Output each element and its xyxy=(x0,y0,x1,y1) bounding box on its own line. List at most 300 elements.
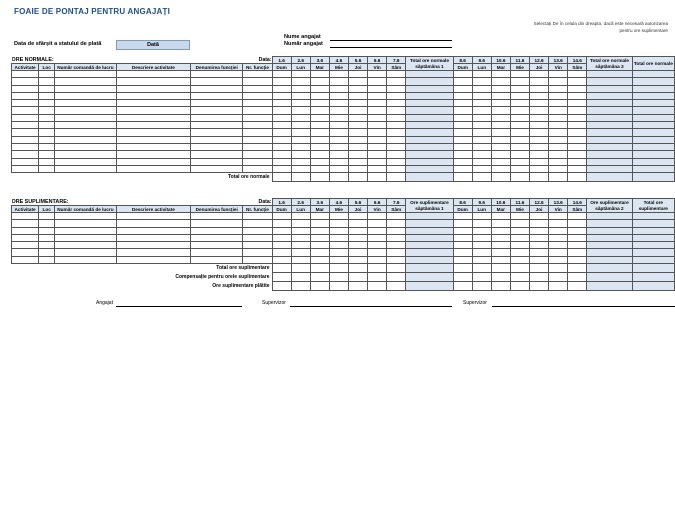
table-cell[interactable] xyxy=(55,213,116,220)
table-cell[interactable] xyxy=(587,107,632,114)
table-cell[interactable] xyxy=(510,242,529,249)
supervisor-signature-line[interactable] xyxy=(290,306,452,307)
table-cell[interactable] xyxy=(116,256,190,263)
table-cell[interactable] xyxy=(191,122,243,129)
table-cell[interactable] xyxy=(55,85,116,92)
table-cell[interactable] xyxy=(453,136,472,143)
table-cell[interactable] xyxy=(387,136,406,143)
table-cell[interactable] xyxy=(272,143,291,150)
table-cell[interactable] xyxy=(310,213,329,220)
table-cell[interactable] xyxy=(587,92,632,99)
table-cell[interactable] xyxy=(491,256,510,263)
table-cell[interactable] xyxy=(568,242,587,249)
table-cell[interactable] xyxy=(368,151,387,158)
table-cell[interactable] xyxy=(632,234,674,241)
table-cell[interactable] xyxy=(587,114,632,121)
table-cell[interactable] xyxy=(39,122,55,129)
table-cell[interactable] xyxy=(472,129,491,136)
table-cell[interactable] xyxy=(39,100,55,107)
table-cell[interactable] xyxy=(510,100,529,107)
table-cell[interactable] xyxy=(310,220,329,227)
table-cell[interactable] xyxy=(329,227,348,234)
table-cell[interactable] xyxy=(12,213,39,220)
table-cell[interactable] xyxy=(632,129,674,136)
table-cell[interactable] xyxy=(530,213,549,220)
table-cell[interactable] xyxy=(272,71,291,78)
table-cell[interactable] xyxy=(406,143,453,150)
table-cell[interactable] xyxy=(39,129,55,136)
summary-cell[interactable] xyxy=(329,273,348,282)
table-cell[interactable] xyxy=(406,165,453,172)
table-cell[interactable] xyxy=(453,100,472,107)
table-cell[interactable] xyxy=(291,242,310,249)
table-cell[interactable] xyxy=(39,242,55,249)
table-cell[interactable] xyxy=(587,71,632,78)
table-cell[interactable] xyxy=(291,136,310,143)
table-cell[interactable] xyxy=(116,136,190,143)
table-cell[interactable] xyxy=(549,234,568,241)
summary-cell[interactable] xyxy=(348,282,367,291)
table-cell[interactable] xyxy=(568,234,587,241)
table-cell[interactable] xyxy=(632,158,674,165)
table-cell[interactable] xyxy=(472,256,491,263)
table-cell[interactable] xyxy=(272,151,291,158)
table-cell[interactable] xyxy=(472,242,491,249)
table-cell[interactable] xyxy=(349,143,368,150)
table-cell[interactable] xyxy=(587,242,632,249)
table-cell[interactable] xyxy=(406,158,453,165)
table-cell[interactable] xyxy=(406,71,453,78)
table-cell[interactable] xyxy=(191,78,243,85)
table-cell[interactable] xyxy=(329,242,348,249)
total-cell[interactable] xyxy=(368,173,387,182)
table-cell[interactable] xyxy=(349,158,368,165)
table-cell[interactable] xyxy=(491,114,510,121)
table-cell[interactable] xyxy=(510,129,529,136)
table-cell[interactable] xyxy=(406,122,453,129)
summary-cell[interactable] xyxy=(348,273,367,282)
table-cell[interactable] xyxy=(387,85,406,92)
summary-cell[interactable] xyxy=(453,273,472,282)
table-cell[interactable] xyxy=(406,107,453,114)
table-cell[interactable] xyxy=(406,242,453,249)
summary-cell[interactable] xyxy=(530,282,549,291)
table-cell[interactable] xyxy=(587,249,632,256)
table-cell[interactable] xyxy=(329,249,348,256)
table-cell[interactable] xyxy=(116,227,190,234)
table-cell[interactable] xyxy=(549,256,568,263)
table-cell[interactable] xyxy=(510,227,529,234)
table-cell[interactable] xyxy=(587,136,632,143)
table-cell[interactable] xyxy=(116,71,190,78)
summary-cell[interactable] xyxy=(587,264,632,273)
table-cell[interactable] xyxy=(632,92,674,99)
summary-cell[interactable] xyxy=(329,282,348,291)
table-cell[interactable] xyxy=(348,256,367,263)
table-cell[interactable] xyxy=(243,100,272,107)
table-cell[interactable] xyxy=(191,227,243,234)
table-cell[interactable] xyxy=(291,114,310,121)
table-cell[interactable] xyxy=(329,71,348,78)
table-cell[interactable] xyxy=(568,114,587,121)
table-cell[interactable] xyxy=(510,143,529,150)
table-cell[interactable] xyxy=(472,234,491,241)
table-cell[interactable] xyxy=(587,165,632,172)
table-cell[interactable] xyxy=(453,227,472,234)
summary-cell[interactable] xyxy=(491,282,510,291)
table-cell[interactable] xyxy=(568,107,587,114)
table-cell[interactable] xyxy=(191,114,243,121)
summary-cell[interactable] xyxy=(272,273,291,282)
table-cell[interactable] xyxy=(349,92,368,99)
table-cell[interactable] xyxy=(530,143,549,150)
table-cell[interactable] xyxy=(291,78,310,85)
summary-cell[interactable] xyxy=(587,273,632,282)
total-cell[interactable] xyxy=(349,173,368,182)
table-cell[interactable] xyxy=(55,220,116,227)
table-cell[interactable] xyxy=(568,151,587,158)
table-cell[interactable] xyxy=(387,92,406,99)
table-cell[interactable] xyxy=(349,107,368,114)
table-cell[interactable] xyxy=(632,165,674,172)
total-cell[interactable] xyxy=(272,173,291,182)
table-cell[interactable] xyxy=(243,158,272,165)
employee-signature-line[interactable] xyxy=(116,306,242,307)
table-cell[interactable] xyxy=(472,151,491,158)
table-cell[interactable] xyxy=(568,136,587,143)
table-cell[interactable] xyxy=(272,129,291,136)
table-cell[interactable] xyxy=(291,151,310,158)
table-cell[interactable] xyxy=(587,100,632,107)
summary-cell[interactable] xyxy=(549,264,568,273)
table-cell[interactable] xyxy=(191,234,243,241)
table-cell[interactable] xyxy=(310,107,329,114)
table-cell[interactable] xyxy=(191,151,243,158)
table-cell[interactable] xyxy=(587,256,632,263)
table-cell[interactable] xyxy=(310,151,329,158)
table-cell[interactable] xyxy=(272,234,291,241)
table-cell[interactable] xyxy=(272,227,291,234)
summary-cell[interactable] xyxy=(549,273,568,282)
table-cell[interactable] xyxy=(12,136,39,143)
table-cell[interactable] xyxy=(349,136,368,143)
table-cell[interactable] xyxy=(491,227,510,234)
table-cell[interactable] xyxy=(549,85,568,92)
table-cell[interactable] xyxy=(329,78,348,85)
summary-cell[interactable] xyxy=(568,282,587,291)
table-cell[interactable] xyxy=(453,242,472,249)
table-cell[interactable] xyxy=(530,100,549,107)
table-cell[interactable] xyxy=(632,136,674,143)
table-cell[interactable] xyxy=(116,165,190,172)
summary-cell[interactable] xyxy=(453,282,472,291)
table-cell[interactable] xyxy=(568,143,587,150)
table-cell[interactable] xyxy=(568,71,587,78)
table-cell[interactable] xyxy=(368,143,387,150)
summary-cell[interactable] xyxy=(491,264,510,273)
table-cell[interactable] xyxy=(510,107,529,114)
table-cell[interactable] xyxy=(291,165,310,172)
table-cell[interactable] xyxy=(191,92,243,99)
table-cell[interactable] xyxy=(39,78,55,85)
table-cell[interactable] xyxy=(632,71,674,78)
table-cell[interactable] xyxy=(530,234,549,241)
table-cell[interactable] xyxy=(530,158,549,165)
table-cell[interactable] xyxy=(329,114,348,121)
table-cell[interactable] xyxy=(472,71,491,78)
table-cell[interactable] xyxy=(272,256,291,263)
table-cell[interactable] xyxy=(368,227,387,234)
table-cell[interactable] xyxy=(243,213,272,220)
summary-cell[interactable] xyxy=(291,273,310,282)
table-cell[interactable] xyxy=(349,71,368,78)
table-cell[interactable] xyxy=(472,114,491,121)
table-cell[interactable] xyxy=(348,242,367,249)
table-cell[interactable] xyxy=(55,158,116,165)
table-cell[interactable] xyxy=(12,220,39,227)
table-cell[interactable] xyxy=(453,107,472,114)
table-cell[interactable] xyxy=(12,107,39,114)
table-cell[interactable] xyxy=(510,234,529,241)
table-cell[interactable] xyxy=(568,85,587,92)
total-cell[interactable] xyxy=(453,173,472,182)
table-cell[interactable] xyxy=(310,242,329,249)
table-cell[interactable] xyxy=(116,85,190,92)
table-cell[interactable] xyxy=(387,165,406,172)
table-cell[interactable] xyxy=(12,114,39,121)
table-cell[interactable] xyxy=(387,71,406,78)
table-cell[interactable] xyxy=(368,136,387,143)
table-cell[interactable] xyxy=(191,249,243,256)
table-cell[interactable] xyxy=(272,165,291,172)
table-cell[interactable] xyxy=(530,85,549,92)
table-cell[interactable] xyxy=(310,227,329,234)
table-cell[interactable] xyxy=(310,256,329,263)
table-cell[interactable] xyxy=(310,122,329,129)
total-cell[interactable] xyxy=(568,173,587,182)
table-cell[interactable] xyxy=(191,256,243,263)
total-cell[interactable] xyxy=(387,173,406,182)
table-cell[interactable] xyxy=(587,85,632,92)
table-cell[interactable] xyxy=(632,220,674,227)
table-cell[interactable] xyxy=(191,100,243,107)
table-cell[interactable] xyxy=(191,107,243,114)
table-cell[interactable] xyxy=(472,122,491,129)
table-cell[interactable] xyxy=(12,92,39,99)
table-cell[interactable] xyxy=(530,92,549,99)
table-cell[interactable] xyxy=(453,129,472,136)
table-cell[interactable] xyxy=(243,136,272,143)
table-cell[interactable] xyxy=(310,114,329,121)
table-cell[interactable] xyxy=(491,122,510,129)
table-cell[interactable] xyxy=(310,249,329,256)
summary-cell[interactable] xyxy=(587,282,632,291)
table-cell[interactable] xyxy=(491,249,510,256)
table-cell[interactable] xyxy=(349,122,368,129)
table-cell[interactable] xyxy=(491,143,510,150)
table-cell[interactable] xyxy=(55,122,116,129)
table-cell[interactable] xyxy=(453,213,472,220)
table-cell[interactable] xyxy=(243,227,272,234)
table-cell[interactable] xyxy=(272,122,291,129)
table-cell[interactable] xyxy=(191,213,243,220)
table-cell[interactable] xyxy=(568,249,587,256)
table-cell[interactable] xyxy=(632,107,674,114)
summary-cell[interactable] xyxy=(568,273,587,282)
summary-cell[interactable] xyxy=(453,264,472,273)
table-cell[interactable] xyxy=(39,85,55,92)
summary-cell[interactable] xyxy=(272,282,291,291)
table-cell[interactable] xyxy=(387,249,406,256)
table-cell[interactable] xyxy=(272,85,291,92)
table-cell[interactable] xyxy=(12,249,39,256)
table-cell[interactable] xyxy=(632,151,674,158)
table-cell[interactable] xyxy=(291,100,310,107)
table-cell[interactable] xyxy=(349,114,368,121)
table-cell[interactable] xyxy=(55,78,116,85)
period-date-field[interactable]: Dată xyxy=(116,40,190,50)
table-cell[interactable] xyxy=(387,114,406,121)
table-cell[interactable] xyxy=(491,220,510,227)
table-cell[interactable] xyxy=(368,220,387,227)
total-cell[interactable] xyxy=(632,173,674,182)
table-cell[interactable] xyxy=(191,85,243,92)
table-cell[interactable] xyxy=(329,256,348,263)
table-cell[interactable] xyxy=(291,158,310,165)
table-cell[interactable] xyxy=(116,107,190,114)
table-cell[interactable] xyxy=(243,256,272,263)
table-cell[interactable] xyxy=(55,256,116,263)
table-cell[interactable] xyxy=(348,227,367,234)
table-cell[interactable] xyxy=(12,227,39,234)
summary-cell[interactable] xyxy=(549,282,568,291)
summary-cell[interactable] xyxy=(291,264,310,273)
table-cell[interactable] xyxy=(12,129,39,136)
summary-cell[interactable] xyxy=(291,282,310,291)
table-cell[interactable] xyxy=(39,114,55,121)
table-cell[interactable] xyxy=(472,100,491,107)
table-cell[interactable] xyxy=(191,143,243,150)
table-cell[interactable] xyxy=(491,151,510,158)
table-cell[interactable] xyxy=(491,158,510,165)
table-cell[interactable] xyxy=(243,71,272,78)
table-cell[interactable] xyxy=(191,129,243,136)
summary-cell[interactable] xyxy=(632,264,674,273)
summary-cell[interactable] xyxy=(406,273,453,282)
table-cell[interactable] xyxy=(406,227,453,234)
summary-cell[interactable] xyxy=(368,282,387,291)
summary-cell[interactable] xyxy=(387,273,406,282)
table-cell[interactable] xyxy=(55,129,116,136)
summary-cell[interactable] xyxy=(510,282,529,291)
table-cell[interactable] xyxy=(549,71,568,78)
table-cell[interactable] xyxy=(349,85,368,92)
table-cell[interactable] xyxy=(387,107,406,114)
table-cell[interactable] xyxy=(632,256,674,263)
table-cell[interactable] xyxy=(39,107,55,114)
table-cell[interactable] xyxy=(530,151,549,158)
table-cell[interactable] xyxy=(549,165,568,172)
table-cell[interactable] xyxy=(549,136,568,143)
table-cell[interactable] xyxy=(632,100,674,107)
total-cell[interactable] xyxy=(291,173,310,182)
table-cell[interactable] xyxy=(406,136,453,143)
table-cell[interactable] xyxy=(406,100,453,107)
table-cell[interactable] xyxy=(291,249,310,256)
table-cell[interactable] xyxy=(368,78,387,85)
table-cell[interactable] xyxy=(368,92,387,99)
table-cell[interactable] xyxy=(191,136,243,143)
table-cell[interactable] xyxy=(549,143,568,150)
table-cell[interactable] xyxy=(329,220,348,227)
table-cell[interactable] xyxy=(568,213,587,220)
table-cell[interactable] xyxy=(243,129,272,136)
table-cell[interactable] xyxy=(453,151,472,158)
table-cell[interactable] xyxy=(116,234,190,241)
table-cell[interactable] xyxy=(329,85,348,92)
table-cell[interactable] xyxy=(310,143,329,150)
table-cell[interactable] xyxy=(39,256,55,263)
table-cell[interactable] xyxy=(348,249,367,256)
table-cell[interactable] xyxy=(510,220,529,227)
table-cell[interactable] xyxy=(472,227,491,234)
table-cell[interactable] xyxy=(116,78,190,85)
table-cell[interactable] xyxy=(472,165,491,172)
table-cell[interactable] xyxy=(368,158,387,165)
table-cell[interactable] xyxy=(387,143,406,150)
table-cell[interactable] xyxy=(549,122,568,129)
table-cell[interactable] xyxy=(291,256,310,263)
table-cell[interactable] xyxy=(12,143,39,150)
summary-cell[interactable] xyxy=(472,264,491,273)
table-cell[interactable] xyxy=(472,213,491,220)
table-cell[interactable] xyxy=(406,213,453,220)
table-cell[interactable] xyxy=(368,213,387,220)
table-cell[interactable] xyxy=(453,256,472,263)
table-cell[interactable] xyxy=(549,78,568,85)
table-cell[interactable] xyxy=(12,71,39,78)
table-cell[interactable] xyxy=(387,256,406,263)
table-cell[interactable] xyxy=(12,242,39,249)
table-cell[interactable] xyxy=(291,122,310,129)
table-cell[interactable] xyxy=(530,136,549,143)
table-cell[interactable] xyxy=(472,143,491,150)
table-cell[interactable] xyxy=(568,129,587,136)
table-cell[interactable] xyxy=(272,107,291,114)
table-cell[interactable] xyxy=(510,122,529,129)
table-cell[interactable] xyxy=(39,71,55,78)
table-cell[interactable] xyxy=(387,122,406,129)
table-cell[interactable] xyxy=(191,71,243,78)
table-cell[interactable] xyxy=(453,85,472,92)
table-cell[interactable] xyxy=(510,213,529,220)
table-cell[interactable] xyxy=(510,78,529,85)
table-cell[interactable] xyxy=(568,165,587,172)
table-cell[interactable] xyxy=(191,242,243,249)
table-cell[interactable] xyxy=(406,114,453,121)
table-cell[interactable] xyxy=(291,234,310,241)
table-cell[interactable] xyxy=(549,158,568,165)
table-cell[interactable] xyxy=(530,122,549,129)
summary-cell[interactable] xyxy=(310,273,329,282)
table-cell[interactable] xyxy=(291,220,310,227)
table-cell[interactable] xyxy=(291,107,310,114)
table-cell[interactable] xyxy=(472,220,491,227)
table-cell[interactable] xyxy=(491,234,510,241)
table-cell[interactable] xyxy=(530,220,549,227)
table-cell[interactable] xyxy=(116,129,190,136)
table-cell[interactable] xyxy=(191,220,243,227)
